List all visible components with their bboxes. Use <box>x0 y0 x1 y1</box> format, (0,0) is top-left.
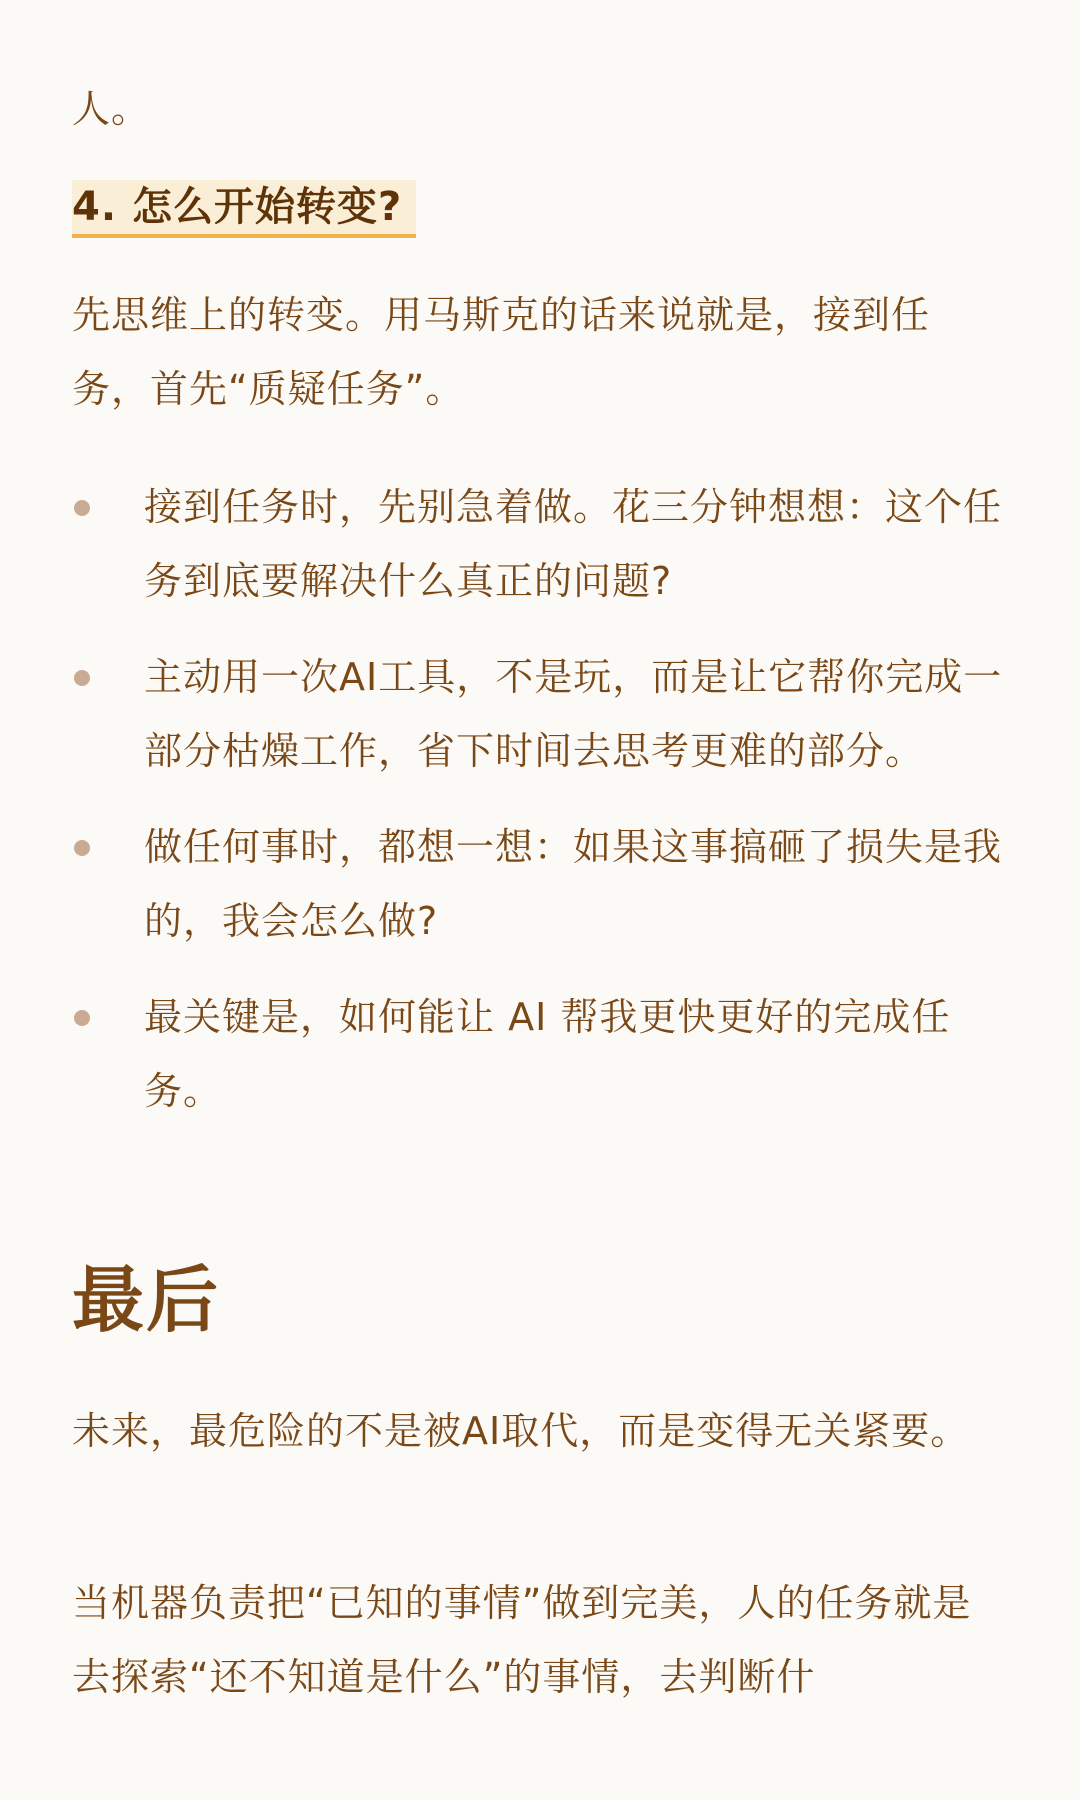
bullet-text: 接到任务时，先别急着做。花三分钟想想：这个任务到底要解决什么真正的问题? <box>144 485 1003 603</box>
section-heading: 4. 怎么开始转变? <box>72 180 416 238</box>
final-heading: 最后 <box>72 1258 221 1342</box>
bullet-text: 主动用一次AI工具，不是玩，而是让它帮你完成一部分枯燥工作，省下时间去思考更难的部分。 <box>144 655 1003 773</box>
bullet-text: 最关键是，如何能让 AI 帮我更快更好的完成任务。 <box>144 995 951 1113</box>
closing-paragraph-2: 当机器负责把“已知的事情”做到完美，人的任务就是去探索“还不知道是什么”的事情，去判断什 <box>72 1581 972 1699</box>
bullet-item <box>72 810 1012 958</box>
bullet-dot-icon <box>74 500 90 516</box>
bullet-item <box>72 470 1012 618</box>
bullet-item <box>72 640 1012 788</box>
bullet-dot-icon <box>74 1010 90 1026</box>
bullet-text: 做任何事时，都想一想：如果这事搞砸了损失是我的，我会怎么做? <box>144 825 1003 943</box>
bullet-item <box>72 980 1012 1128</box>
bullet-dot-icon <box>74 670 90 686</box>
closing-paragraph-1: 未来，最危险的不是被AI取代，而是变得无关紧要。 <box>72 1409 970 1453</box>
bullet-dot-icon <box>74 840 90 856</box>
intro-paragraph: 先思维上的转变。用马斯克的话来说就是，接到任务，首先“质疑任务”。 <box>72 293 931 411</box>
paragraph-continuation: 人。 <box>72 87 151 131</box>
bullet-list <box>72 470 1012 1150</box>
